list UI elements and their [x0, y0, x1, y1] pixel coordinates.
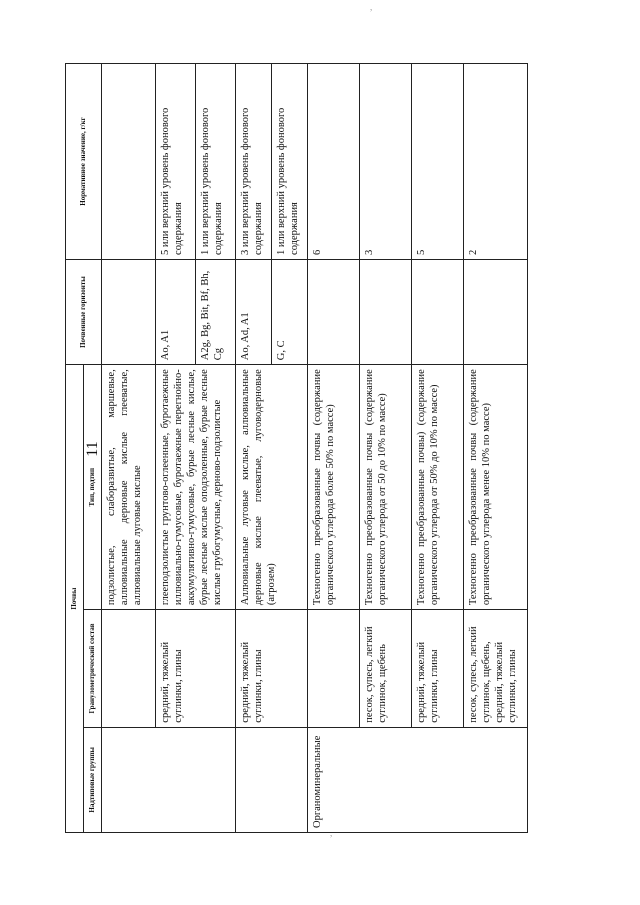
norm-cell [102, 64, 156, 260]
granulometry-cell: средний, тяжелый суглинки, глины [236, 610, 308, 728]
type-cell: Техногенно преобразованные почвы (содержание органического углерода менее 10% по массе) [464, 365, 528, 610]
group-title: Почвы [66, 365, 84, 833]
type-cell: Техногенно преобразованные почвы (содержание органического углерода более 50% по массе) [308, 365, 360, 610]
horizon-cell: G, C [272, 259, 308, 364]
table-row [360, 64, 412, 833]
horizon-cell: Ao, Ad, A1 [236, 259, 272, 364]
norm-cell: 3 [360, 64, 412, 260]
granulometry-cell: песок, супесь, легкий суглинок, щебень [360, 610, 412, 728]
table-row [102, 64, 156, 833]
scan-speck: , [370, 2, 373, 12]
page-number: 11 [84, 441, 101, 457]
col-type-header: Тип, подтип [84, 365, 102, 610]
norm-cell: 2 [464, 64, 528, 260]
type-cell: подзолистые, слаборазвитые, маршевые, аллювиальные дерновые кислые глееватые, аллювиальные луговые кислые [102, 365, 156, 610]
granulometry-cell [308, 610, 360, 728]
table-row [412, 64, 464, 833]
norm-cell: 1 или верхний уровень фонового содержания [272, 64, 308, 260]
granulometry-cell: средний, тяжелый суглинки, глины [412, 610, 464, 728]
norm-cell: 5 [412, 64, 464, 260]
horizon-cell [308, 259, 360, 364]
col-granulometry-header: Гранулометрический состав [84, 610, 102, 728]
table-row [156, 64, 196, 833]
col-groups-header: Надтиповые группы [84, 727, 102, 832]
horizon-cell: Ao, A1 [156, 259, 196, 364]
horizon-cell [102, 259, 156, 364]
granulometry-cell: средний, тяжелый суглинки, глины [156, 610, 236, 728]
horizon-cell [360, 259, 412, 364]
col-norm-header: Нормативное значение, г/кг [66, 64, 102, 260]
group-cell [102, 727, 236, 832]
table-row [308, 64, 360, 833]
type-cell: Техногенно преобразованные почвы) (содержание органического углерода от 50% до 10% по массе) [412, 365, 464, 610]
norm-cell: 3 или верхний уровень фонового содержания [236, 64, 272, 260]
horizon-cell [464, 259, 528, 364]
type-cell: Аллювиальные луговые кислые, аллювиальные дерновые кислые глееватые, луговодерновые (агрозем) [236, 365, 308, 610]
horizon-cell [412, 259, 464, 364]
group-cell [236, 727, 308, 832]
norm-cell: 1 или верхний уровень фонового содержания [196, 64, 236, 260]
table-row [464, 64, 528, 833]
group-cell: Органоминеральные [308, 727, 528, 832]
rotated-page [65, 63, 575, 833]
norm-cell: 6 [308, 64, 360, 260]
horizon-cell: A2g, Bg, Bit, Bf, Bh, Cg [196, 259, 236, 364]
scan-speck: , [330, 828, 333, 838]
type-cell: глееподзолистые грунтово-оглеенные, буротаежные иллювиально-гумусовые, буротаежные перегнойно-аккумулятивно-гумусовые, бурые лесные кислые, бурые лесные кислые оподзоленные, бурые лесные кислые грубогумусные, дерново-подзолистые [156, 365, 236, 610]
granulometry-cell [102, 610, 156, 728]
col-horizons-header: Почвенные горизонты [66, 259, 102, 364]
table-row [236, 64, 272, 833]
type-cell: Техногенно преобразованные почвы (содержание органического углерода от 50 до 10% по массе) [360, 365, 412, 610]
granulometry-cell: песок, супесь, легкий суглинок, щебень, средний, тяжелый суглинки, глины [464, 610, 528, 728]
norm-table [65, 63, 528, 833]
norm-cell: 5 или верхний уровень фонового содержания [156, 64, 196, 260]
